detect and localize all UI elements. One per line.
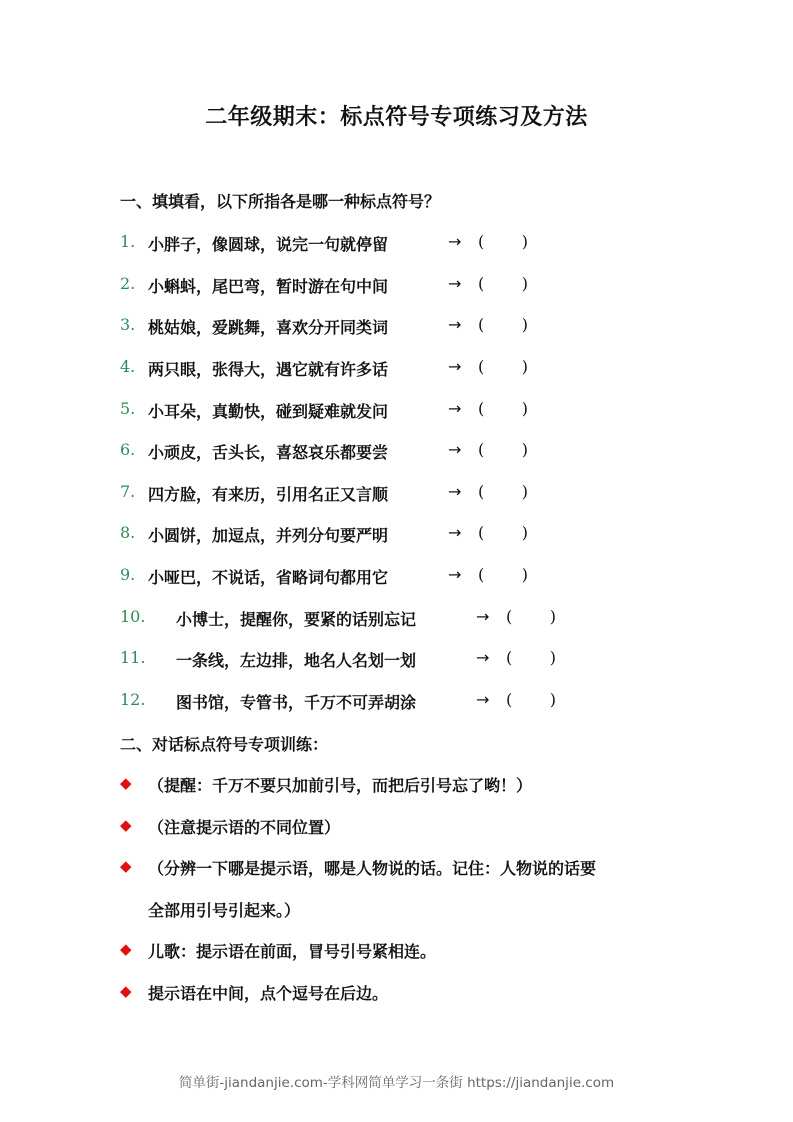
- footer-watermark: 简单街-jiandanjie.com-学科网简单学习一条街 https://jiandanjie.com: [178, 1075, 615, 1091]
- section-1-heading: 一、填填看，以下所指各是哪一种标点符号？: [120, 192, 441, 211]
- tip-text: （注意提示语的不同位置）: [148, 818, 341, 837]
- question-number: 8.: [120, 523, 136, 542]
- question-text: 两只眼，张得大，遇它就有许多话: [148, 360, 389, 379]
- question-text: 小哑巴，不说话，省略词句都用它: [148, 568, 389, 587]
- question-number: 12.: [120, 690, 146, 709]
- section-2-heading: 二、对话标点符号专项训练：: [120, 735, 329, 754]
- arrow-icon: →: [448, 357, 462, 376]
- arrow-icon: →: [448, 482, 462, 501]
- diamond-bullet-icon: ◆: [120, 982, 132, 1000]
- arrow-icon: →: [448, 523, 462, 542]
- question-number: 1.: [120, 232, 136, 251]
- diamond-bullet-icon: ◆: [120, 857, 132, 875]
- question-number: 6.: [120, 440, 136, 459]
- tip-text: 儿歌：提示语在前面，冒号引号紧相连。: [148, 942, 437, 961]
- question-number: 11.: [120, 648, 146, 667]
- question-text: 小博士，提醒你，要紧的话别忘记: [176, 610, 417, 629]
- question-number: 7.: [120, 482, 136, 501]
- arrow-icon: →: [476, 690, 490, 709]
- tip-text: （分辨一下哪是提示语，哪是人物说的话。记住：人物说的话要: [148, 859, 597, 878]
- tip-text: （提醒：千万不要只加前引号，而把后引号忘了哟！）: [148, 776, 533, 795]
- question-text: 四方脸，有来历，引用名正又言顺: [148, 485, 389, 504]
- question-text: 图书馆，专管书，千万不可弄胡涂: [176, 693, 417, 712]
- question-text: 小耳朵，真勤快，碰到疑难就发问: [148, 402, 389, 421]
- arrow-icon: →: [476, 648, 490, 667]
- arrow-icon: →: [448, 440, 462, 459]
- arrow-icon: →: [476, 607, 490, 626]
- question-text: 桃姑娘，爱跳舞，喜欢分开同类词: [148, 318, 389, 337]
- arrow-icon: →: [448, 274, 462, 293]
- question-number: 5.: [120, 399, 136, 418]
- question-text: 小蝌蚪，尾巴弯，暂时游在句中间: [148, 277, 389, 296]
- question-text: 小圆饼，加逗点，并列分句要严明: [148, 526, 389, 545]
- question-text: 小胖子，像圆球，说完一句就停留: [148, 235, 389, 254]
- diamond-bullet-icon: ◆: [120, 816, 132, 834]
- tip-text: 全部用引号引起来。）: [148, 901, 301, 920]
- question-number: 10.: [120, 607, 146, 626]
- question-number: 3.: [120, 315, 136, 334]
- arrow-icon: →: [448, 232, 462, 251]
- arrow-icon: →: [448, 565, 462, 584]
- diamond-bullet-icon: ◆: [120, 940, 132, 958]
- arrow-icon: →: [448, 315, 462, 334]
- diamond-bullet-icon: ◆: [120, 774, 132, 792]
- question-number: 2.: [120, 274, 136, 293]
- question-text: 小顽皮，舌头长，喜怒哀乐都要尝: [148, 443, 389, 462]
- tip-text: 提示语在中间，点个逗号在后边。: [148, 984, 389, 1003]
- question-text: 一条线，左边排，地名人名划一划: [176, 651, 417, 670]
- question-number: 4.: [120, 357, 136, 376]
- page-title: 二年级期末：标点符号专项练习及方法: [205, 104, 588, 130]
- arrow-icon: →: [448, 399, 462, 418]
- question-number: 9.: [120, 565, 136, 584]
